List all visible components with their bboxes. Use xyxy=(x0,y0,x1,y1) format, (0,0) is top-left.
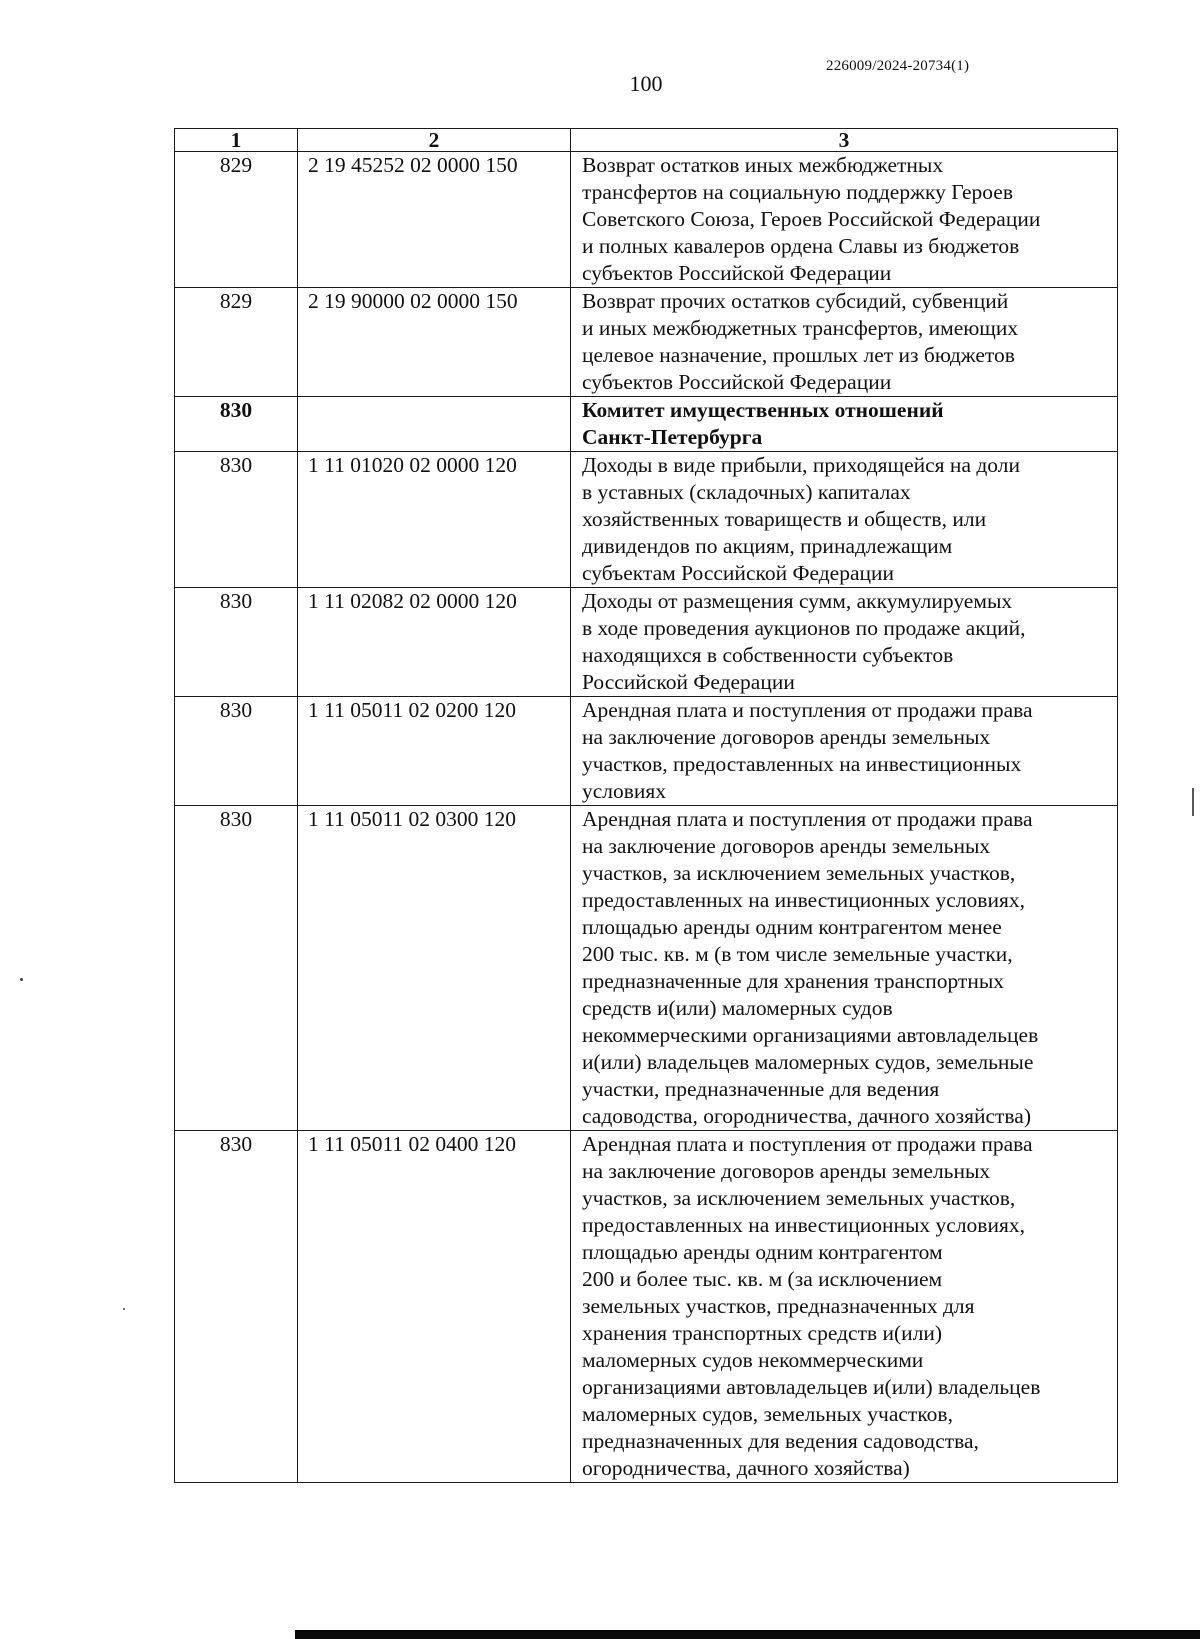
description-line: маломерных судов некоммерческими xyxy=(582,1348,924,1372)
description-line: хранения транспортных средств и(или) xyxy=(582,1321,943,1345)
revenue-description-cell xyxy=(571,588,1118,697)
description-line: находящихся в собственности субъектов xyxy=(582,643,954,667)
description-line: участков, за исключением земельных участков, xyxy=(582,1186,1016,1210)
description-line: целевое назначение, прошлых лет из бюджетов xyxy=(582,343,1015,367)
description-line: предназначенных для ведения садоводства, xyxy=(582,1429,979,1453)
description-line: и иных межбюджетных трансфертов, имеющих xyxy=(582,316,1019,340)
description-line: маломерных судов, земельных участков, xyxy=(582,1402,953,1426)
description-line: и(или) владельцев маломерных судов, земельные xyxy=(582,1050,1034,1074)
budget-classification-code-cell: 1 11 05011 02 0200 120 xyxy=(298,697,571,806)
column-header-3: 3 xyxy=(571,129,1118,152)
description-line: земельных участков, предназначенных для xyxy=(582,1294,975,1318)
description-line: некоммерческими организациями автовладельцев xyxy=(582,1023,1039,1047)
description-line: трансфертов на социальную поддержку Героев xyxy=(582,180,1013,204)
budget-classification-code-cell: 1 11 05011 02 0300 120 xyxy=(298,806,571,1131)
description-line: 200 тыс. кв. м (в том числе земельные участки, xyxy=(582,942,1013,966)
revenue-description-cell xyxy=(571,288,1118,397)
column-header-2: 2 xyxy=(298,129,571,152)
description-line: Возврат остатков иных межбюджетных xyxy=(582,153,944,177)
description-line: субъектов Российской Федерации xyxy=(582,261,892,285)
table-body xyxy=(175,152,1118,1483)
budget-classification-code-cell: 2 19 90000 02 0000 150 xyxy=(298,288,571,397)
table-row xyxy=(175,152,1118,288)
description-line: Арендная плата и поступления от продажи права xyxy=(582,698,1033,722)
table-header xyxy=(175,129,1118,152)
budget-classification-code-cell: 2 19 45252 02 0000 150 xyxy=(298,152,571,288)
description-line: в уставных (складочных) капиталах xyxy=(582,480,911,504)
description-line: в ходе проведения аукционов по продаже акций, xyxy=(582,616,1026,640)
revenue-description-cell xyxy=(571,806,1118,1131)
admin-code-cell: 830 xyxy=(175,806,298,1131)
table-row xyxy=(175,397,1118,452)
table-row xyxy=(175,806,1118,1131)
table-header-row xyxy=(175,129,1118,152)
budget-classification-code-cell xyxy=(298,397,571,452)
description-line: предоставленных на инвестиционных условиях, xyxy=(582,888,1025,912)
table-row xyxy=(175,1131,1118,1483)
admin-code-cell: 829 xyxy=(175,152,298,288)
description-line: условиях xyxy=(582,779,667,803)
description-line: предназначенные для хранения транспортных xyxy=(582,969,1005,993)
description-line: на заключение договоров аренды земельных xyxy=(582,1159,991,1183)
description-line: участков, за исключением земельных участков, xyxy=(582,861,1016,885)
description-line: средств и(или) маломерных судов xyxy=(582,996,893,1020)
admin-code-cell: 829 xyxy=(175,288,298,397)
admin-code-cell: 830 xyxy=(175,1131,298,1483)
description-line: Советского Союза, Героев Российской Федерации xyxy=(582,207,1041,231)
description-line: Арендная плата и поступления от продажи права xyxy=(582,807,1033,831)
description-line: организациями автовладельцев и(или) владельцев xyxy=(582,1375,1041,1399)
scan-edge-mark xyxy=(1192,788,1194,816)
description-line: садоводства, огородничества, дачного хозяйства) xyxy=(582,1104,1031,1128)
revenue-description-cell xyxy=(571,152,1118,288)
budget-classification-code-cell: 1 11 02082 02 0000 120 xyxy=(298,588,571,697)
table-row xyxy=(175,288,1118,397)
revenue-description-cell xyxy=(571,452,1118,588)
description-line: Российской Федерации xyxy=(582,670,795,694)
scan-speck xyxy=(20,978,23,981)
description-line: на заключение договоров аренды земельных xyxy=(582,725,991,749)
budget-classification-code-cell: 1 11 05011 02 0400 120 xyxy=(298,1131,571,1483)
document-registration-number: 226009/2024-20734(1) xyxy=(826,58,970,74)
table-row xyxy=(175,588,1118,697)
table-row xyxy=(175,697,1118,806)
revenue-description-cell xyxy=(571,397,1118,452)
description-line: дивидендов по акциям, принадлежащим xyxy=(582,534,953,558)
description-line: субъектам Российской Федерации xyxy=(582,561,895,585)
description-line: хозяйственных товариществ и обществ, или xyxy=(582,507,987,531)
description-line: Комитет имущественных отношений xyxy=(582,398,944,422)
description-line: площадью аренды одним контрагентом менее xyxy=(582,915,1002,939)
admin-code-cell: 830 xyxy=(175,397,298,452)
revenue-codes-table xyxy=(174,128,1118,1483)
description-line: 200 и более тыс. кв. м (за исключением xyxy=(582,1267,943,1291)
description-line: участков, предоставленных на инвестиционных xyxy=(582,752,1022,776)
admin-code-cell: 830 xyxy=(175,588,298,697)
description-line: огородничества, дачного хозяйства) xyxy=(582,1456,910,1480)
table-row xyxy=(175,452,1118,588)
budget-classification-code-cell: 1 11 01020 02 0000 120 xyxy=(298,452,571,588)
description-line: на заключение договоров аренды земельных xyxy=(582,834,991,858)
description-line: предоставленных на инвестиционных условиях, xyxy=(582,1213,1025,1237)
description-line: площадью аренды одним контрагентом xyxy=(582,1240,943,1264)
column-header-1: 1 xyxy=(175,129,298,152)
description-line: субъектов Российской Федерации xyxy=(582,370,892,394)
admin-code-cell: 830 xyxy=(175,697,298,806)
admin-code-cell: 830 xyxy=(175,452,298,588)
revenue-description-cell xyxy=(571,1131,1118,1483)
revenue-description-cell xyxy=(571,697,1118,806)
scan-bottom-edge xyxy=(295,1630,1200,1639)
description-line: Доходы от размещения сумм, аккумулируемых xyxy=(582,589,1013,613)
description-line: Доходы в виде прибыли, приходящейся на доли xyxy=(582,453,1020,477)
scan-speck xyxy=(123,1308,125,1310)
description-line: и полных кавалеров ордена Славы из бюджетов xyxy=(582,234,1020,258)
description-line: Санкт-Петербурга xyxy=(582,425,763,449)
description-line: участки, предназначенные для ведения xyxy=(582,1077,940,1101)
page-number: 100 xyxy=(629,71,663,96)
description-line: Возврат прочих остатков субсидий, субвенций xyxy=(582,289,1009,313)
description-line: Арендная плата и поступления от продажи права xyxy=(582,1132,1033,1156)
